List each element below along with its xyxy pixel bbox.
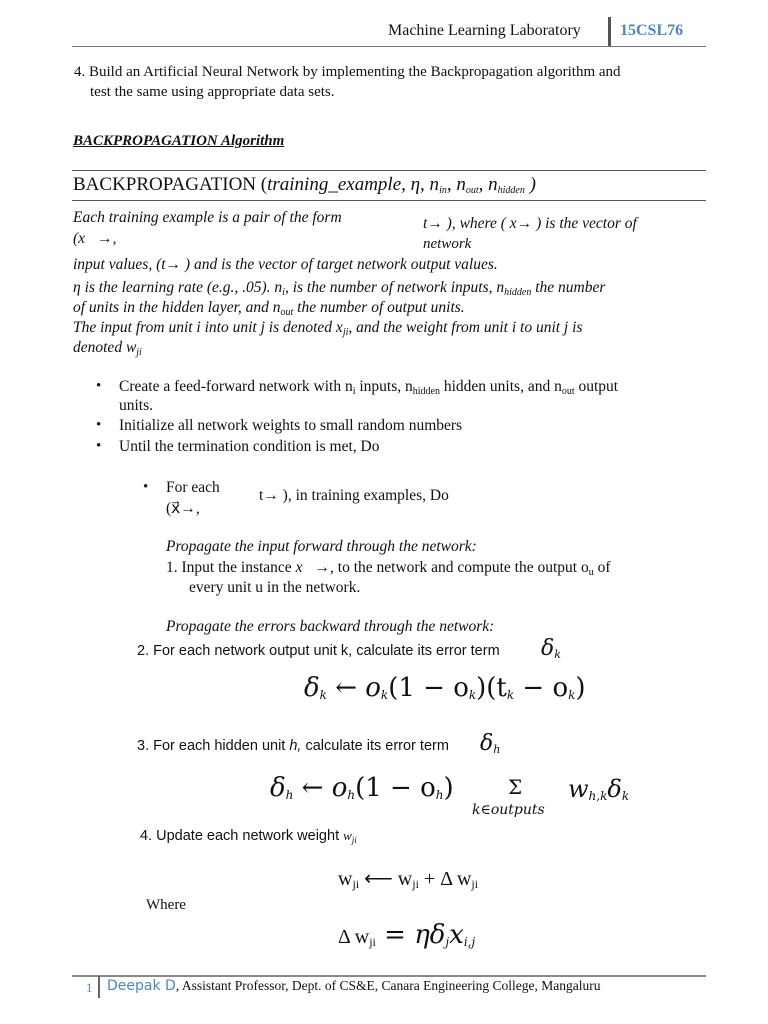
where-label: Where — [146, 897, 186, 913]
propagate-backward: Propagate the errors backward through the network: — [166, 618, 495, 635]
equation-delta-h: $\delta_h$ ← $o_h(1 - o_h)$ — [270, 773, 454, 803]
footer-author: Deepak D, Assistant Professor, Dept. of CS&E, Canara Engineering College, Mangaluru — [107, 978, 601, 994]
propagate-forward: Propagate the input forward through the network: — [166, 538, 477, 555]
weight-update-equation: $w_{ji}$ ⟵ $w_{ji} + \Delta$ $w_{ji}$ — [338, 868, 479, 891]
question-line-1: 4. Build an Artificial Neural Network by implementing the Backpropagation algorithm and — [74, 64, 621, 80]
header-rule — [72, 46, 706, 47]
step-4: 4. Update each network weight $w_{ji}$ — [140, 828, 357, 845]
intro-line-1d: network — [423, 236, 472, 252]
bullet-3: Until the termination condition is met, Do — [119, 438, 380, 455]
bullet-dot: • — [143, 479, 149, 495]
foreach-b: (x⃗→, — [166, 500, 200, 517]
bullet-dot: • — [96, 438, 102, 454]
sum-subscript: k∈outputs — [472, 802, 545, 818]
header-divider — [608, 17, 611, 47]
question-line-2: test the same using appropriate data sets. — [90, 84, 335, 100]
foreach-a: For each — [166, 479, 220, 496]
intro-line-4: of units in the hidden layer, and $n_{out}$ the number of output units. — [73, 299, 465, 318]
algo-name: BACKPROPAGATION ( — [73, 174, 268, 195]
foreach-c: t→ ), in training examples, Do — [259, 487, 449, 504]
intro-line-1a: Each training example is a pair of the form — [73, 209, 342, 226]
intro-line-1b: (x⃗→, — [73, 230, 117, 247]
sum-symbol: Σ — [508, 775, 523, 799]
footer-divider — [98, 976, 100, 998]
step-1-cont: every unit u in the network. — [189, 579, 361, 596]
step-3: 3. For each hidden unit h, calculate its error term — [137, 738, 449, 754]
equation-delta-k: $\delta_k$ ← $o_k(1 - o_k)(t_k - o_k)$ — [304, 673, 586, 703]
course-code: 15CSL76 — [620, 22, 684, 39]
intro-line-6: denoted $w_{ji}$ — [73, 339, 142, 358]
delta-k-symbol: $\delta_k$ — [541, 636, 561, 661]
sum-term: $w_{h,k}\delta_k$ — [568, 775, 630, 803]
algo-bottom-rule — [72, 200, 706, 201]
bullet-2: Initialize all network weights to small random numbers — [119, 417, 463, 434]
step-2: 2. For each network output unit k, calculate its error term — [137, 643, 500, 659]
bullet-dot: • — [96, 378, 102, 394]
page-number: 1 — [86, 980, 93, 995]
intro-line-3: η is the learning rate (e.g., .05). $n_i$, is the number of network inputs, $n_{hidden}$ the number — [73, 279, 606, 298]
footer-rule — [72, 975, 706, 977]
bullet-dot: • — [96, 417, 102, 433]
bullet-1: Create a feed-forward network with $n_i$ inputs, $n_{hidden}$ hidden units, and $n_{out}$ output — [119, 378, 619, 397]
delta-h-symbol: $\delta_h$ — [480, 731, 501, 756]
algo-top-rule — [72, 170, 706, 171]
delta-w-equation: Δ $w_{ji} = \eta\delta_jx_{i,j}$ — [338, 920, 476, 950]
bullet-1-cont: units. — [119, 397, 154, 414]
intro-line-1c: t→ ), where ( x→ ) is the vector of — [423, 215, 637, 232]
intro-line-2: input values, (t→ ) and is the vector of target network output values. — [73, 256, 498, 273]
algorithm-signature: BACKPROPAGATION (training_example, η, $n_{in}$, $n_{out}$, $n_{hidden}$ ) — [73, 174, 536, 196]
section-heading: BACKPROPAGATION Algorithm — [73, 133, 285, 149]
step-1: 1. Input the instance x⃗→, to the network and compute the output $o_u$ of — [166, 559, 611, 578]
intro-line-5: The input from unit i into unit j is denoted $x_{ji}$, and the weight from unit i to unit j is — [73, 319, 583, 338]
running-header-title: Machine Learning Laboratory — [388, 22, 581, 39]
